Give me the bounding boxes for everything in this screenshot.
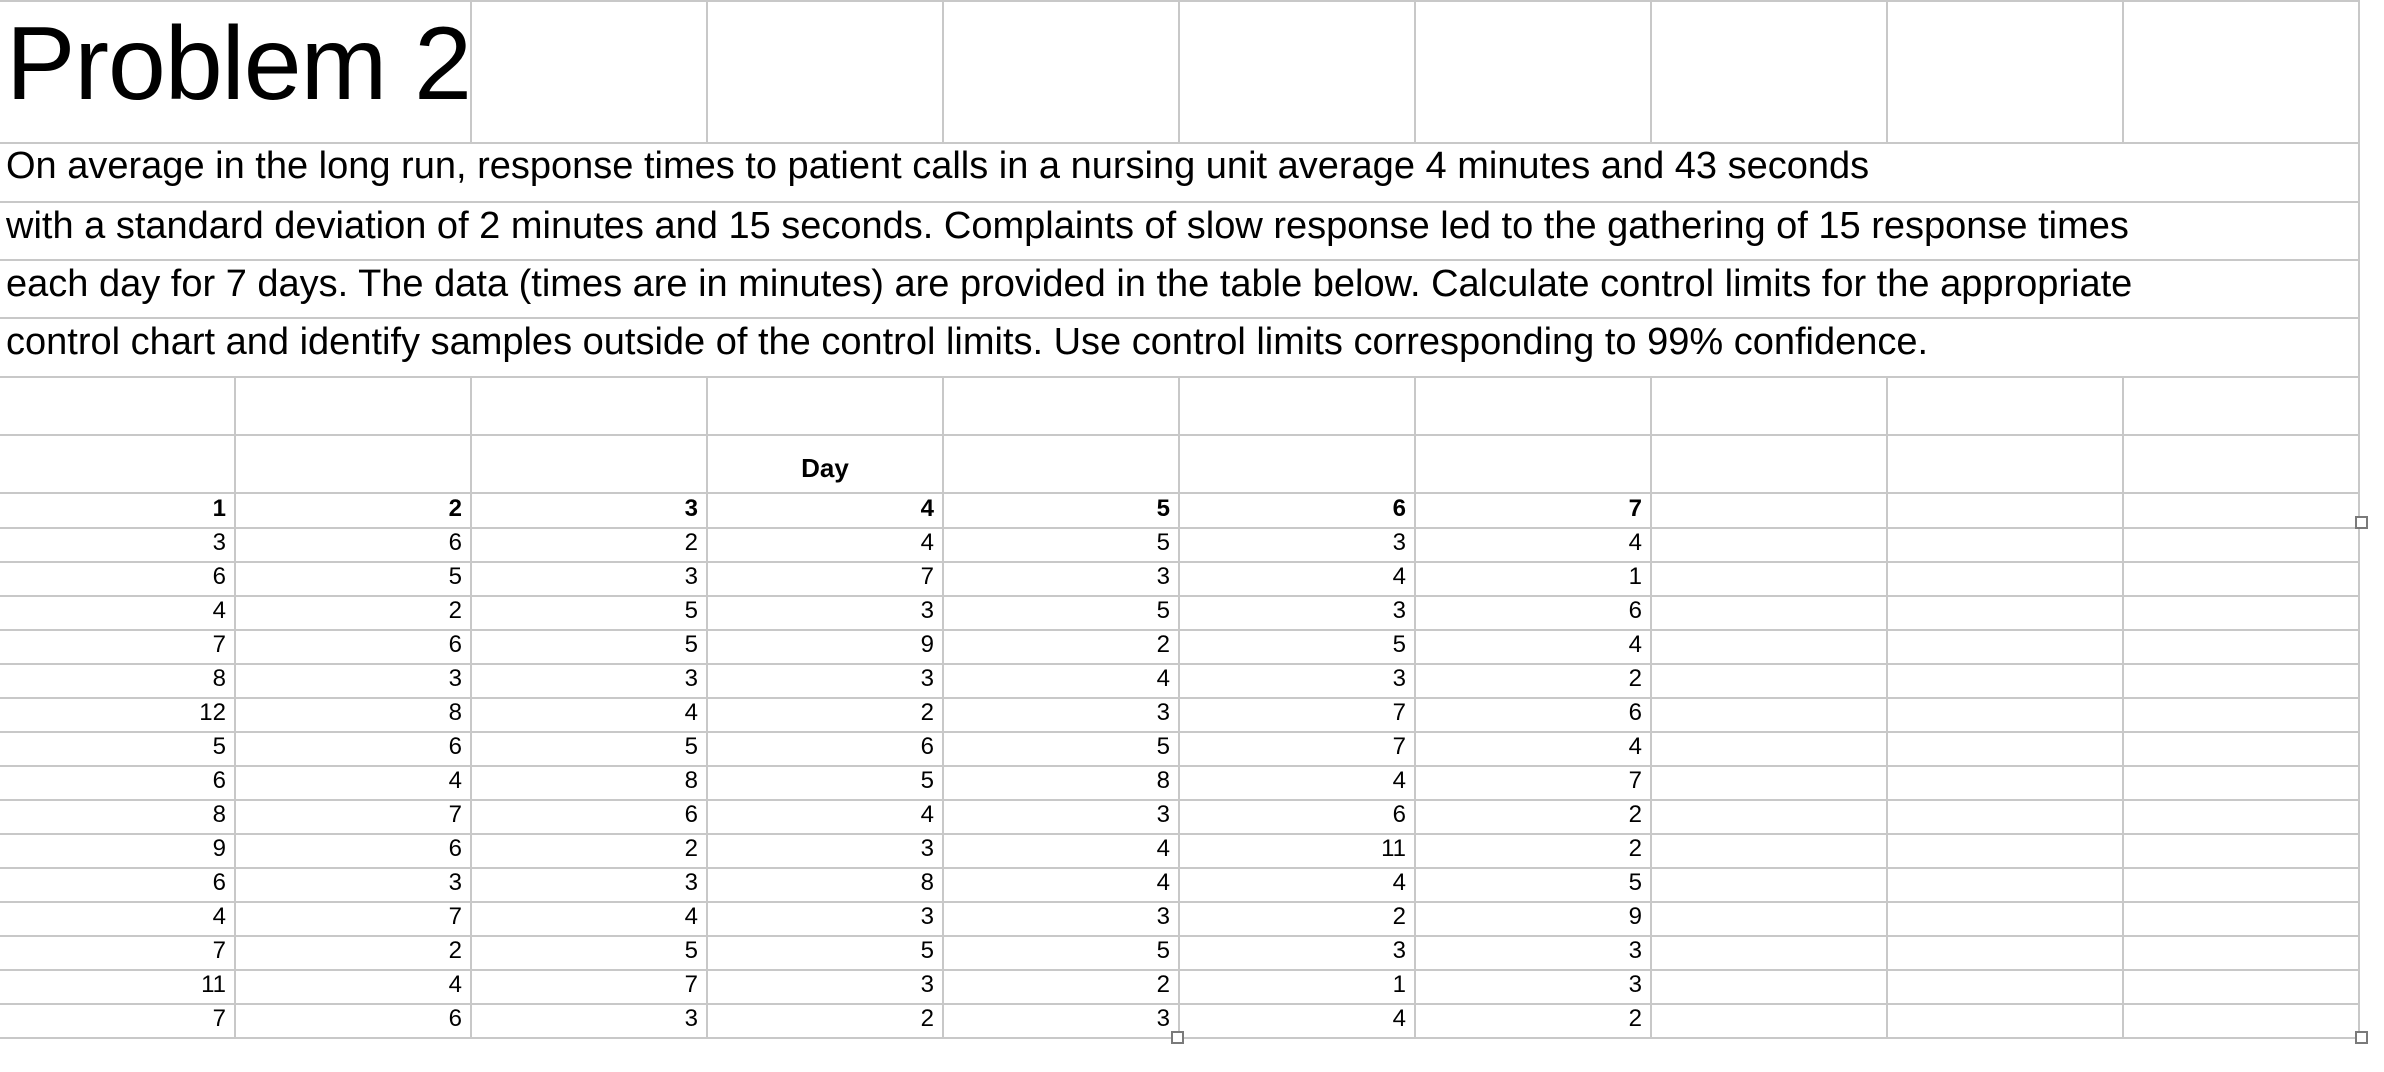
column-gridline (706, 376, 708, 1037)
table-cell[interactable]: 4 (1628, 529, 1642, 556)
table-cell[interactable]: 4 (684, 699, 698, 726)
table-cell[interactable]: 5 (684, 631, 698, 658)
table-cell[interactable]: 3 (1156, 903, 1170, 930)
table-cell[interactable]: 7 (448, 903, 462, 930)
row-gridline (0, 434, 2360, 436)
table-cell[interactable]: 4 (448, 767, 462, 794)
table-cell[interactable]: 5 (684, 937, 698, 964)
table-cell[interactable]: 3 (920, 597, 934, 624)
table-cell[interactable]: 4 (1628, 733, 1642, 760)
table-cell[interactable]: 3 (1156, 801, 1170, 828)
table-cell[interactable]: 5 (1156, 733, 1170, 760)
table-cell[interactable]: 2 (920, 699, 934, 726)
table-cell[interactable]: 4 (1392, 767, 1406, 794)
table-cell[interactable]: 3 (1392, 597, 1406, 624)
table-cell[interactable]: 5 (1392, 631, 1406, 658)
table-cell[interactable]: 3 (1628, 937, 1642, 964)
table-cell[interactable]: 5 (684, 733, 698, 760)
table-cell[interactable]: 4 (1392, 563, 1406, 590)
column-gridline (942, 0, 944, 142)
column-gridline (2358, 142, 2360, 376)
table-cell[interactable]: 8 (684, 767, 698, 794)
table-cell[interactable]: 3 (920, 665, 934, 692)
problem-text-line-3: each day for 7 days. The data (times are in minutes) are provided in the table below. Calculate control limits for the appropriate (6, 263, 2133, 305)
table-cell[interactable]: 4 (1392, 1005, 1406, 1032)
problem-text-line-2: with a standard deviation of 2 minutes and 15 seconds. Complaints of slow response led to the gathering of 15 response times (6, 205, 2129, 247)
day-label: Day (801, 453, 849, 483)
table-cell[interactable]: 7 (448, 801, 462, 828)
table-cell[interactable]: 5 (1628, 869, 1642, 896)
table-cell[interactable]: 5 (920, 767, 934, 794)
resize-handle[interactable] (1171, 1031, 1184, 1044)
table-cell[interactable]: 4 (1156, 835, 1170, 862)
table-cell[interactable]: 6 (212, 767, 226, 794)
table-cell[interactable]: 5 (1156, 529, 1170, 556)
column-gridline (2358, 0, 2360, 142)
table-cell[interactable]: 3 (1156, 1005, 1170, 1032)
table-cell[interactable]: 2 (1392, 903, 1406, 930)
table-cell[interactable]: 5 (1156, 937, 1170, 964)
day-header-cell[interactable]: 2 (448, 495, 462, 522)
table-cell[interactable]: 3 (448, 665, 462, 692)
column-gridline (1650, 434, 1652, 492)
day-header-cell[interactable]: 1 (212, 495, 226, 522)
column-gridline (2358, 434, 2360, 492)
table-cell[interactable]: 9 (212, 835, 226, 862)
table-cell[interactable]: 7 (212, 631, 226, 658)
table-cell[interactable]: 7 (212, 1005, 226, 1032)
table-cell[interactable]: 1 (1392, 971, 1406, 998)
day-header-cell[interactable]: 7 (1628, 495, 1642, 522)
table-cell[interactable]: 11 (1381, 835, 1406, 862)
table-cell[interactable]: 7 (1392, 733, 1406, 760)
table-cell[interactable]: 2 (684, 835, 698, 862)
table-cell[interactable]: 2 (920, 1005, 934, 1032)
table-cell[interactable]: 6 (448, 1005, 462, 1032)
table-cell[interactable]: 8 (448, 699, 462, 726)
table-cell[interactable]: 4 (1628, 631, 1642, 658)
table-cell[interactable]: 3 (1392, 937, 1406, 964)
table-cell[interactable]: 7 (1392, 699, 1406, 726)
table-cell[interactable]: 3 (1628, 971, 1642, 998)
column-gridline (1178, 376, 1180, 1037)
day-header-cell[interactable]: 5 (1156, 495, 1170, 522)
table-cell[interactable]: 2 (448, 597, 462, 624)
table-cell[interactable]: 4 (1156, 665, 1170, 692)
column-gridline (1650, 0, 1652, 142)
table-cell[interactable]: 7 (684, 971, 698, 998)
table-cell[interactable]: 6 (1392, 801, 1406, 828)
table-cell[interactable]: 3 (684, 665, 698, 692)
table-cell[interactable]: 5 (684, 597, 698, 624)
table-cell[interactable]: 4 (448, 971, 462, 998)
table-cell[interactable]: 2 (1156, 971, 1170, 998)
table-cell[interactable]: 3 (684, 869, 698, 896)
table-cell[interactable]: 6 (212, 563, 226, 590)
table-cell[interactable]: 4 (684, 903, 698, 930)
table-cell[interactable]: 4 (1392, 869, 1406, 896)
column-gridline (706, 0, 708, 142)
table-cell[interactable]: 6 (448, 835, 462, 862)
resize-handle[interactable] (2355, 1031, 2368, 1044)
table-cell[interactable]: 2 (1628, 801, 1642, 828)
table-cell[interactable]: 2 (448, 937, 462, 964)
table-cell[interactable]: 6 (1628, 597, 1642, 624)
table-cell[interactable]: 3 (920, 971, 934, 998)
column-gridline (470, 376, 472, 1037)
column-gridline (1414, 0, 1416, 142)
table-cell[interactable]: 8 (212, 665, 226, 692)
table-cell[interactable]: 7 (1628, 767, 1642, 794)
column-gridline (942, 376, 944, 1037)
column-gridline (2122, 0, 2124, 142)
table-cell[interactable]: 6 (212, 869, 226, 896)
table-cell[interactable]: 9 (1628, 903, 1642, 930)
table-cell[interactable]: 4 (212, 597, 226, 624)
table-cell[interactable]: 2 (1628, 665, 1642, 692)
table-cell[interactable]: 12 (199, 699, 226, 726)
table-cell[interactable]: 3 (212, 529, 226, 556)
table-cell[interactable]: 11 (201, 971, 226, 998)
table-cell[interactable]: 4 (920, 801, 934, 828)
table-cell[interactable]: 6 (448, 733, 462, 760)
table-cell[interactable]: 2 (1628, 835, 1642, 862)
table-cell[interactable]: 3 (1392, 529, 1406, 556)
day-header-cell[interactable]: 3 (684, 495, 698, 522)
table-cell[interactable]: 6 (448, 529, 462, 556)
table-cell[interactable]: 5 (920, 937, 934, 964)
table-cell[interactable]: 9 (920, 631, 934, 658)
table-cell[interactable]: 6 (684, 801, 698, 828)
table-cell[interactable]: 3 (920, 835, 934, 862)
column-gridline (1414, 376, 1416, 1037)
table-cell[interactable]: 2 (1628, 1005, 1642, 1032)
row-gridline (0, 376, 2360, 378)
table-cell[interactable]: 5 (212, 733, 226, 760)
resize-handle[interactable] (2355, 516, 2368, 529)
sheet-title: Problem 2 (6, 6, 471, 122)
problem-text-line-1: On average in the long run, response times to patient calls in a nursing unit average 4 minutes and 43 seconds (6, 145, 1870, 187)
table-cell[interactable]: 6 (448, 631, 462, 658)
table-cell[interactable]: 1 (1628, 563, 1642, 590)
table-cell[interactable]: 7 (920, 563, 934, 590)
column-gridline (1886, 434, 1888, 492)
table-cell[interactable]: 8 (920, 869, 934, 896)
table-cell[interactable]: 8 (212, 801, 226, 828)
table-cell[interactable]: 3 (1156, 699, 1170, 726)
table-cell[interactable]: 4 (920, 529, 934, 556)
table-cell[interactable]: 6 (1628, 699, 1642, 726)
table-cell[interactable]: 5 (1156, 597, 1170, 624)
table-cell[interactable]: 3 (684, 563, 698, 590)
day-header-cell[interactable]: 4 (920, 495, 934, 522)
table-cell[interactable]: 5 (448, 563, 462, 590)
column-gridline (1886, 0, 1888, 142)
column-gridline (234, 376, 236, 1037)
table-cell[interactable]: 3 (920, 903, 934, 930)
table-cell[interactable]: 2 (684, 529, 698, 556)
table-cell[interactable]: 4 (1156, 869, 1170, 896)
column-gridline (2122, 434, 2124, 492)
table-cell[interactable]: 3 (684, 1005, 698, 1032)
table-cell[interactable]: 2 (1156, 631, 1170, 658)
day-header-cell[interactable]: 6 (1392, 495, 1406, 522)
table-cell[interactable]: 3 (1392, 665, 1406, 692)
problem-text-line-4: control chart and identify samples outside of the control limits. Use control limits corresponding to 99% confidence. (6, 321, 1929, 363)
table-cell[interactable]: 3 (448, 869, 462, 896)
table-cell[interactable]: 3 (1156, 563, 1170, 590)
table-cell[interactable]: 6 (920, 733, 934, 760)
table-cell[interactable]: 4 (212, 903, 226, 930)
column-gridline (1178, 0, 1180, 142)
table-cell[interactable]: 8 (1156, 767, 1170, 794)
table-cell[interactable]: 7 (212, 937, 226, 964)
